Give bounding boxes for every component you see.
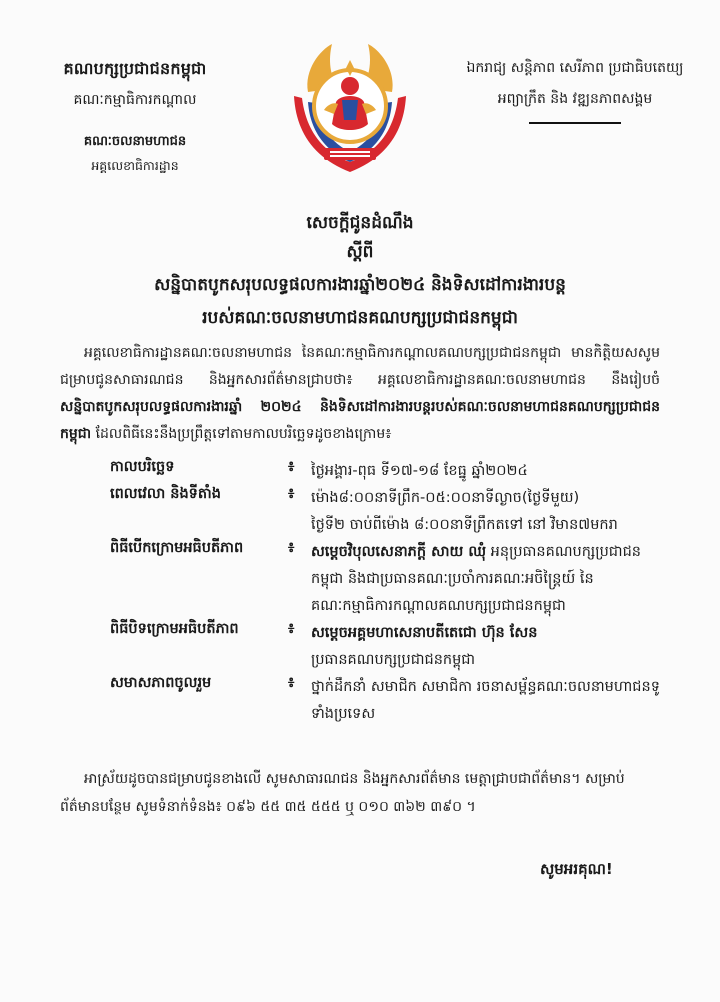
movement-name: គណៈចលនាមហាជន bbox=[83, 134, 187, 149]
intro-paragraph bbox=[60, 340, 660, 448]
separator: ៖ bbox=[288, 459, 295, 475]
closing-paragraph: អាស្រ័យដូចបានជម្រាបជូនខាងលើ សូមសាធារណជន និងអ្នកសារព័ត៌មាន មេត្តាជ្រាបជាព័ត៌មាន។ សម្រាប់ព័ត៌មានបន្ថែម សូមទំនាក់ទំនង៖ ០៩៦ ៥៥ ៣៥ ៥៥៥ ឬ ០១០ ៣៦២ ៣៩០ ។ bbox=[60, 771, 625, 815]
right-header bbox=[455, 58, 695, 124]
participants-label: សមាសភាពចូលរួម bbox=[110, 675, 212, 691]
left-header bbox=[40, 58, 230, 177]
time-value-line2: ថ្ងៃទី២ ចាប់ពីម៉ោង ៨:០០នាទីព្រឹកតទៅ នៅ វិមាន៧មករា bbox=[311, 517, 618, 533]
event-details bbox=[110, 458, 670, 728]
title-subject-line2: របស់គណៈចលនាមហាជនគណបក្សប្រជាជនកម្ពុជា bbox=[202, 308, 518, 328]
national-motto-line1: ឯករាជ្យ សន្តិភាព សេរីភាព ប្រជាធិបតេយ្យ bbox=[466, 60, 684, 76]
title-subject-line1: សន្និបាតបូកសរុបលទ្ធផលការងារឆ្នាំ២០២៤ និងទិសដៅការងារបន្ត bbox=[154, 275, 566, 295]
opening-value bbox=[311, 539, 670, 620]
detail-row-closing bbox=[110, 620, 670, 674]
committee-name: គណៈកម្មាធិការកណ្តាល bbox=[73, 92, 197, 108]
detail-row-time-place bbox=[110, 485, 670, 539]
separator: ៖ bbox=[288, 540, 295, 556]
time-value-line1: ម៉ោង៨:០០នាទីព្រឹក-០៥:០០នាទីល្ងាច(ថ្ងៃទីមួយ) bbox=[311, 490, 580, 506]
department-name: អគ្គលេខាធិការដ្ឋាន bbox=[91, 158, 179, 173]
separator: ៖ bbox=[288, 486, 295, 502]
cpp-party-emblem-icon bbox=[284, 40, 416, 180]
separator: ៖ bbox=[288, 621, 295, 637]
intro-highlight: សន្និបាតបូកសរុបលទ្ធផលការងារឆ្នាំ ២០២៤ និងទិសដៅការងារបន្តរបស់គណៈចលនាមហាជនគណបក្សប្រជាជនកម្ពុជា bbox=[60, 399, 660, 442]
closing-label: ពិធីបិទក្រោមអធិបតីភាព bbox=[110, 621, 239, 637]
detail-row-date bbox=[110, 458, 670, 485]
closing-presider-name: សម្តេចអគ្គមហាសេនាបតីតេជោ ហ៊ុន សែន bbox=[311, 625, 538, 641]
party-name: គណបក្សប្រជាជនកម្ពុជា bbox=[63, 59, 207, 78]
title-regarding: ស្តីពី bbox=[346, 242, 374, 262]
intro-tail: ដែលពិធីនេះនឹងប្រព្រឹត្តទៅតាមកាលបរិច្ឆេទដូចខាងក្រោម៖ bbox=[95, 426, 392, 442]
detail-row-opening bbox=[110, 539, 670, 620]
separator: ៖ bbox=[288, 675, 295, 691]
thank-you: សូមអរគុណ! bbox=[540, 860, 613, 878]
national-motto-line2: អព្យាក្រឹត និង វឌ្ឍនភាពសង្គម bbox=[497, 91, 653, 107]
date-value: ថ្ងៃអង្គារ-ពុធ ទី១៧-១៨ ខែធ្នូ ឆ្នាំ២០២៤ bbox=[311, 463, 528, 479]
time-place-label: ពេលវេលា និងទីតាំង bbox=[110, 486, 221, 502]
opening-presider-role: អនុប្រធានគណបក្សប្រជាជនកម្ពុជា និងជាប្រធានគណៈប្រចាំការគណៈអចិន្ត្រៃយ៍ នៃគណៈកម្មាធិការកណ្តាលគណបក្សប្រជាជនកម្ពុជា bbox=[311, 544, 641, 614]
title-block bbox=[60, 212, 660, 332]
opening-label: ពិធីបើកក្រោមអធិបតីភាព bbox=[110, 540, 244, 556]
participants-value: ថ្នាក់ដឹកនាំ សមាជិក សមាជិកា រចនាសម្ព័ន្ធគណៈចលនាមហាជនទូទាំងប្រទេស bbox=[311, 679, 660, 722]
closing-presider-role: ប្រធានគណបក្សប្រជាជនកម្ពុជា bbox=[311, 652, 476, 668]
closing-value bbox=[311, 620, 670, 674]
title-announcement: សេចក្តីជូនដំណឹង bbox=[306, 213, 414, 233]
detail-row-participants bbox=[110, 674, 670, 728]
time-place-value bbox=[311, 485, 670, 539]
date-label: កាលបរិច្ឆេទ bbox=[110, 459, 175, 475]
intro-lead: អគ្គលេខាធិការដ្ឋានគណៈចលនាមហាជន នៃគណៈកម្មាធិការកណ្តាលគណបក្សប្រជាជនកម្ពុជា មានកិត្តិយសសូមជម្រាបជូនសាធារណជន និងអ្នកសារព័ត៌មានជ្រាបថា៖ អគ្គលេខាធិការដ្ឋានគណៈចលនាមហាជន នឹងរៀបចំ bbox=[60, 345, 660, 388]
opening-presider-name: សម្តេចវិបុលសេនាភក្តី សាយ ឈុំ bbox=[311, 544, 487, 560]
motto-divider bbox=[529, 122, 621, 124]
